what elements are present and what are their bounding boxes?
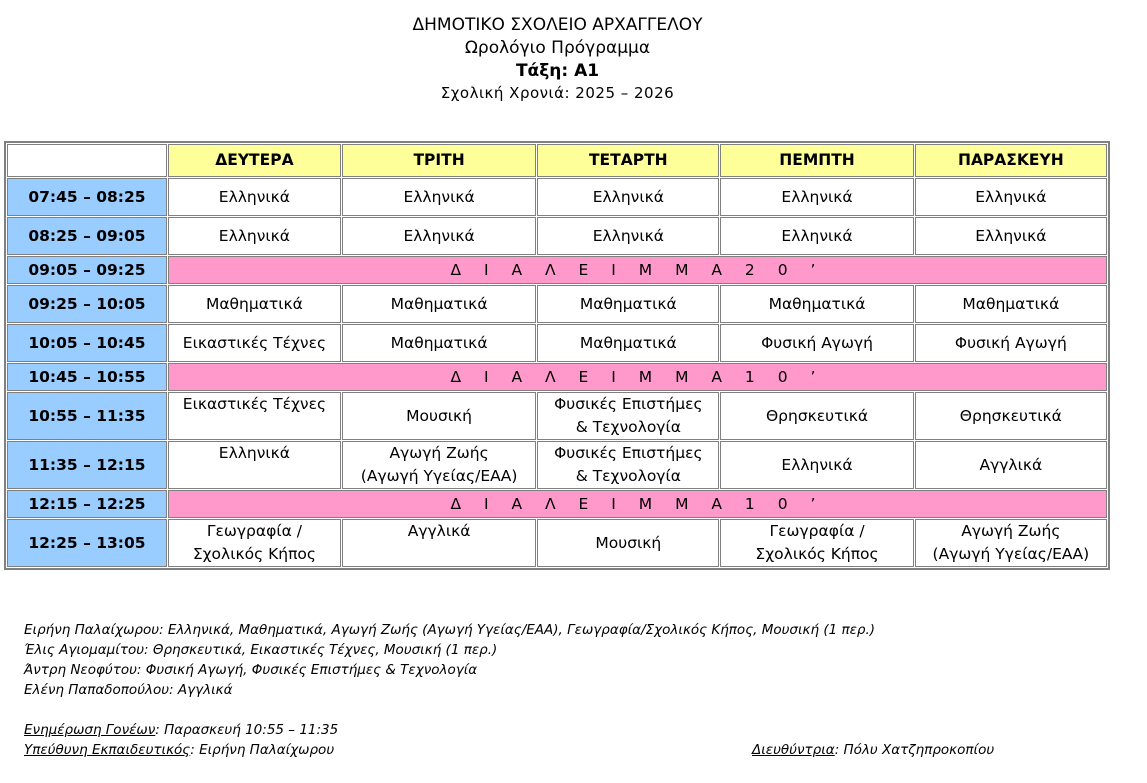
- lesson-line: Φυσική Αγωγή: [761, 333, 873, 352]
- parents-meeting-value: : Παρασκευή 10:55 – 11:35: [155, 722, 339, 738]
- lesson-cell: [720, 324, 913, 362]
- day-header: ΤΡΙΤΗ: [342, 144, 536, 177]
- period-row: [7, 441, 1107, 489]
- break-row: [7, 256, 1107, 284]
- break-label: Δ Ι Α Λ Ε Ι Μ Μ Α 1 0 ’: [168, 490, 1107, 518]
- lesson-cell: [537, 441, 719, 489]
- lesson-line: Εικαστικές Τέχνες: [182, 333, 327, 352]
- lesson-cell: [342, 441, 536, 489]
- period-row: [7, 392, 1107, 440]
- break-label: Δ Ι Α Λ Ε Ι Μ Μ Α 2 0 ’: [168, 256, 1107, 284]
- lesson-line: Ελληνικά: [403, 226, 475, 245]
- lesson-line: Θρησκευτικά: [765, 406, 869, 425]
- period-time: 10:45 – 10:55: [7, 363, 167, 391]
- lesson-line: Σχολικός Κήπος: [192, 545, 317, 563]
- lesson-line: Ελληνικά: [781, 226, 853, 245]
- lesson-line: Ελληνικά: [403, 187, 475, 206]
- lesson-cell: [915, 441, 1107, 489]
- lesson-line: Ελληνικά: [218, 187, 291, 206]
- lesson-cell: [720, 441, 913, 489]
- lesson-line: (Αγωγή Υγείας/ΕΑΑ): [360, 467, 518, 485]
- lesson-line: Εικαστικές Τέχνες: [182, 395, 327, 413]
- lesson-line: Φυσική Αγωγή: [954, 333, 1067, 352]
- lesson-cell: [720, 178, 913, 216]
- responsible-teacher-value: : Ειρήνη Παλαίχωρου: [190, 742, 335, 758]
- day-header: ΠΑΡΑΣΚΕΥΗ: [915, 144, 1107, 177]
- timetable-body: [7, 144, 1107, 567]
- teacher-line: Έλις Αγιομαμίτου: Θρησκευτικά, Εικαστικές Τέχνες, Μουσική (1 περ.): [24, 642, 498, 658]
- lesson-line: Ελληνικά: [592, 187, 664, 206]
- day-header: ΔΕΥΤΕΡΑ: [168, 144, 341, 177]
- lesson-cell: [915, 217, 1107, 255]
- lesson-line: Σχολικός Κήπος: [755, 545, 879, 563]
- lesson-cell: [168, 217, 341, 255]
- lesson-line: Φυσικές Επιστήμες: [554, 395, 703, 413]
- lesson-line: Ελληνικά: [592, 226, 664, 245]
- break-row: [7, 490, 1107, 518]
- lesson-cell: [342, 285, 536, 323]
- lesson-line: Αγωγή Ζωής: [389, 444, 489, 462]
- lesson-cell: [915, 392, 1107, 440]
- period-time: 09:25 – 10:05: [7, 285, 167, 323]
- lesson-cell: [537, 519, 719, 567]
- period-row: [7, 519, 1107, 567]
- break-label: Δ Ι Α Λ Ε Ι Μ Μ Α 1 0 ’: [168, 363, 1107, 391]
- lesson-cell: [720, 519, 913, 567]
- director: [752, 740, 994, 760]
- lesson-line: Ελληνικά: [781, 187, 853, 206]
- period-time: 10:55 – 11:35: [7, 392, 167, 440]
- lesson-cell: [720, 217, 913, 255]
- lesson-line: Μαθηματικά: [579, 294, 677, 313]
- director-label: Διευθύντρια: [752, 742, 835, 758]
- parents-meeting-label: Ενημέρωση Γονέων: [24, 722, 156, 738]
- period-time: 09:05 – 09:25: [7, 256, 167, 284]
- lesson-cell: [342, 519, 536, 567]
- lesson-line: Μαθηματικά: [768, 294, 866, 313]
- lesson-line: Φυσικές Επιστήμες: [554, 444, 703, 462]
- lesson-cell: [168, 324, 341, 362]
- period-time: 12:25 – 13:05: [7, 519, 167, 567]
- lesson-cell: [342, 178, 536, 216]
- lesson-cell: [537, 217, 719, 255]
- lesson-line: Μαθηματικά: [962, 294, 1060, 313]
- period-time: 12:15 – 12:25: [7, 490, 167, 518]
- director-value: : Πόλυ Χατζηπροκοπίου: [834, 742, 995, 758]
- lesson-line: Ελληνικά: [781, 455, 853, 474]
- lesson-line: Ελληνικά: [218, 444, 291, 462]
- period-row: [7, 324, 1107, 362]
- lesson-line: Ελληνικά: [975, 187, 1047, 206]
- lesson-line: Θρησκευτικά: [959, 406, 1062, 425]
- lesson-line: Αγγλικά: [979, 455, 1043, 474]
- footer-left: [24, 720, 338, 760]
- parents-meeting: [24, 720, 338, 740]
- lesson-line: Ελληνικά: [975, 226, 1047, 245]
- lesson-line: Μουσική: [406, 406, 473, 425]
- lesson-cell: [342, 217, 536, 255]
- lesson-cell: [168, 392, 341, 440]
- day-header: ΤΕΤΑΡΤΗ: [537, 144, 719, 177]
- lesson-cell: [537, 285, 719, 323]
- lesson-line: & Τεχνολογία: [575, 467, 681, 485]
- period-row: [7, 285, 1107, 323]
- lesson-cell: [720, 285, 913, 323]
- period-time: 07:45 – 08:25: [7, 178, 167, 216]
- teacher-list: [24, 620, 875, 700]
- teacher-line: Άντρη Νεοφύτου: Φυσική Αγωγή, Φυσικές Επιστήμες & Τεχνολογία: [24, 662, 478, 678]
- lesson-cell: [720, 392, 913, 440]
- lesson-cell: [168, 285, 341, 323]
- lesson-cell: [915, 178, 1107, 216]
- lesson-line: Αγγλικά: [407, 522, 471, 540]
- period-time: 10:05 – 10:45: [7, 324, 167, 362]
- period-row: [7, 217, 1107, 255]
- lesson-line: Γεωγραφία /: [206, 522, 302, 540]
- lesson-line: Μαθηματικά: [579, 333, 677, 352]
- lesson-cell: [168, 519, 341, 567]
- day-header: ΠΕΜΠΤΗ: [720, 144, 913, 177]
- lesson-cell: [168, 441, 341, 489]
- lesson-line: Γεωγραφία /: [769, 522, 865, 540]
- corner-cell: [7, 144, 167, 177]
- period-time: 08:25 – 09:05: [7, 217, 167, 255]
- school-name: ΔΗΜΟΤΙΚΟ ΣΧΟΛΕΙΟ ΑΡΧΑΓΓΕΛΟΥ: [412, 15, 703, 35]
- lesson-cell: [537, 178, 719, 216]
- lesson-line: Μαθηματικά: [205, 294, 303, 313]
- timetable: [4, 141, 1110, 570]
- teacher-line: Ελένη Παπαδοπούλου: Αγγλικά: [24, 682, 233, 698]
- lesson-cell: [168, 178, 341, 216]
- lesson-cell: [915, 285, 1107, 323]
- lesson-cell: [915, 519, 1107, 567]
- lesson-line: Μουσική: [595, 533, 662, 552]
- day-header-row: [7, 144, 1107, 177]
- lesson-cell: [915, 324, 1107, 362]
- lesson-line: (Αγωγή Υγείας/ΕΑΑ): [932, 545, 1090, 563]
- lesson-line: & Τεχνολογία: [575, 418, 681, 436]
- lesson-line: Μαθηματικά: [390, 294, 488, 313]
- lesson-line: Αγωγή Ζωής: [961, 522, 1061, 540]
- lesson-cell: [537, 324, 719, 362]
- school-year: Σχολική Χρονιά: 2025 – 2026: [440, 84, 675, 102]
- document-subtitle: Ωρολόγιο Πρόγραμμα: [464, 38, 651, 58]
- grade-title: Τάξη: Α1: [515, 61, 600, 81]
- lesson-line: Ελληνικά: [218, 226, 291, 245]
- lesson-cell: [342, 392, 536, 440]
- period-time: 11:35 – 12:15: [7, 441, 167, 489]
- lesson-line: Μαθηματικά: [390, 333, 488, 352]
- teacher-line: Ειρήνη Παλαίχωρου: Ελληνικά, Μαθηματικά, Αγωγή Ζωής (Αγωγή Υγείας/ΕΑΑ), Γεωγραφία/Σχολικός Κήπος, Μουσική (1 περ.): [24, 622, 876, 638]
- responsible-teacher: [24, 740, 338, 760]
- document-header: [0, 14, 1115, 104]
- lesson-cell: [537, 392, 719, 440]
- break-row: [7, 363, 1107, 391]
- lesson-cell: [342, 324, 536, 362]
- period-row: [7, 178, 1107, 216]
- responsible-teacher-label: Υπεύθυνη Εκπαιδευτικός: [24, 742, 191, 758]
